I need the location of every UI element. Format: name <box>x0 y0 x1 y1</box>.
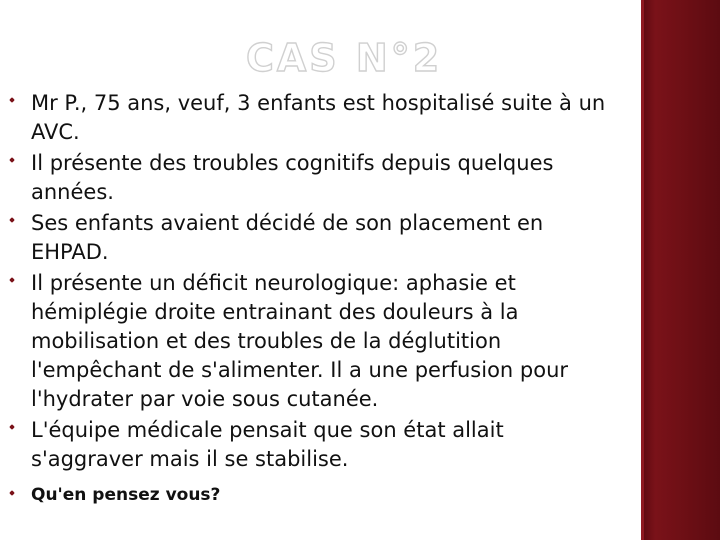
slide-title: CAS N°2 <box>246 36 443 80</box>
bullet-text: Mr P., 75 ans, veuf, 3 enfants est hospitalisé suite à un AVC. <box>31 91 606 144</box>
bullet-text: L'équipe médicale pensait que son état allait s'aggraver mais il se stabilise. <box>31 418 504 471</box>
bullet-marker-icon <box>9 424 15 430</box>
bullet-text: Il présente un déficit neurologique: aphasie et hémiplégie droite entrainant des douleurs à la mobilisation et des troubles de la déglutition l'empêchant de s'alimenter. Il a une perfusion pour l'hydrater par voie sous cutanée. <box>31 271 569 411</box>
bullet-marker-icon <box>9 97 15 103</box>
bullet-item <box>20 89 620 147</box>
bullet-marker-icon <box>9 490 15 496</box>
bullet-marker-icon <box>9 217 15 223</box>
bullet-list <box>20 89 620 508</box>
bullet-item <box>20 209 620 267</box>
bullet-marker-icon <box>9 157 15 163</box>
decorative-side-bar <box>641 0 720 540</box>
bullet-marker-icon <box>9 277 15 283</box>
bullet-text: Il présente des troubles cognitifs depuis quelques années. <box>31 151 554 204</box>
question-text: Qu'en pensez vous? <box>31 485 221 505</box>
question-item <box>20 484 620 506</box>
bullet-item <box>20 269 620 414</box>
bullet-item <box>20 416 620 474</box>
bullet-text: Ses enfants avaient décidé de son placement en EHPAD. <box>31 211 544 264</box>
bullet-item <box>20 149 620 207</box>
